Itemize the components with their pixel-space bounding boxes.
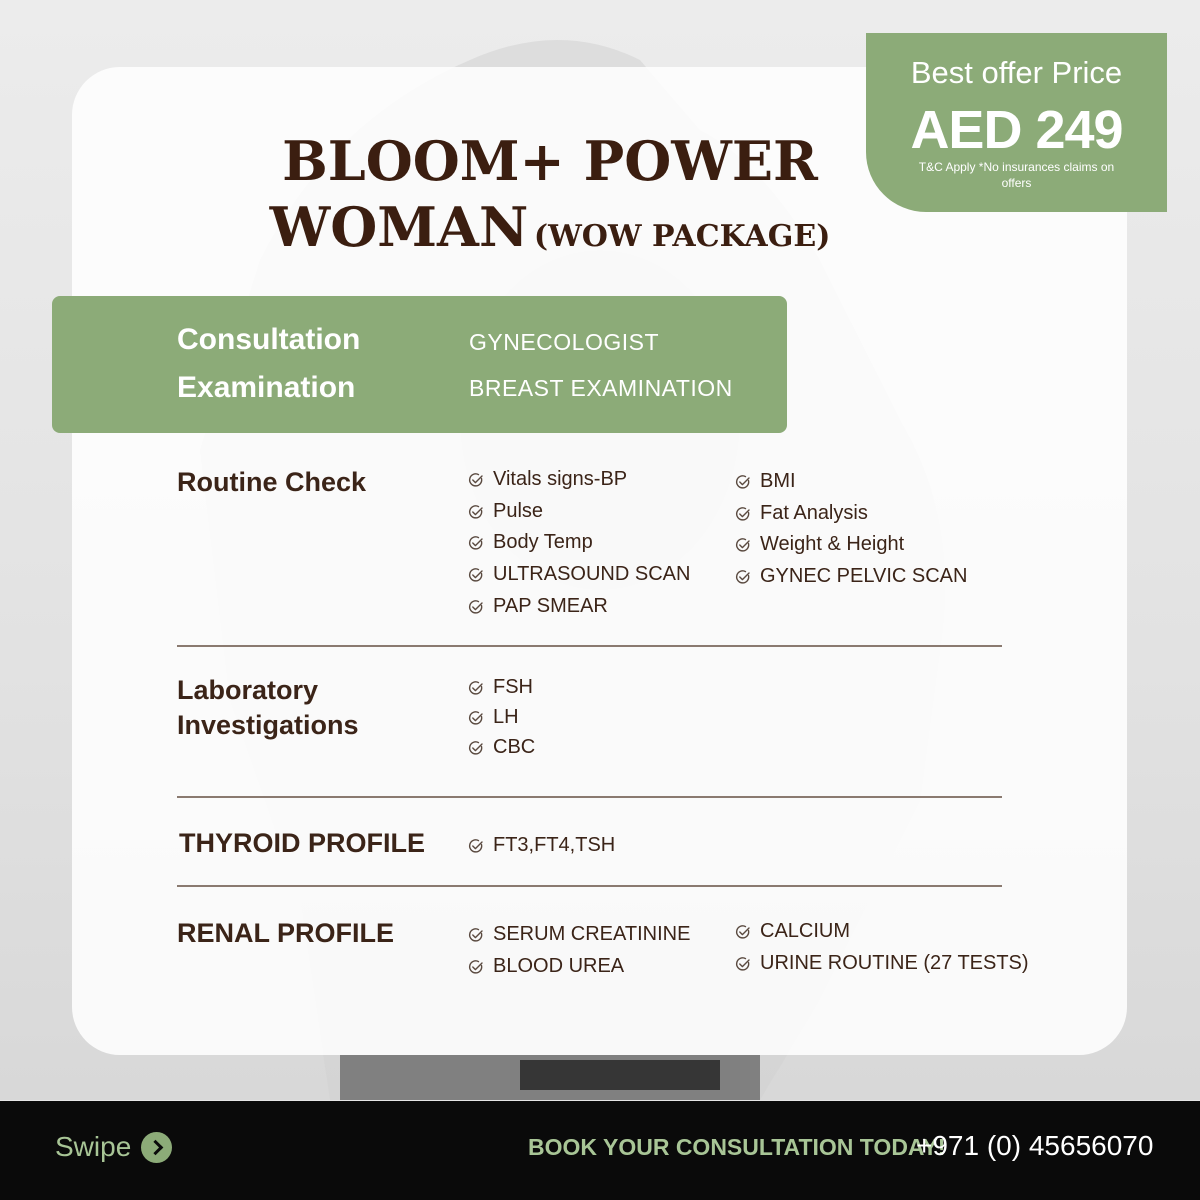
check-circle-icon xyxy=(735,956,751,972)
check-circle-icon xyxy=(468,472,484,488)
list-item: LH xyxy=(468,706,519,729)
check-circle-icon xyxy=(468,680,484,696)
list-item: PAP SMEAR xyxy=(468,595,608,618)
routine-check-label: Routine Check xyxy=(177,467,367,497)
price-terms: T&C Apply *No insurances claims on offers xyxy=(918,160,1115,190)
check-circle-icon xyxy=(468,838,484,854)
consultation-value: GYNECOLOGIST xyxy=(469,329,660,355)
title-line2: WOMAN xyxy=(269,195,529,259)
list-item: URINE ROUTINE (27 TESTS) xyxy=(735,952,1029,975)
book-consultation-cta[interactable]: BOOK YOUR CONSULTATION TODAY! xyxy=(528,1134,946,1160)
divider xyxy=(177,885,1002,887)
check-circle-icon xyxy=(468,599,484,615)
check-circle-icon xyxy=(735,924,751,940)
swipe-label: Swipe xyxy=(55,1131,132,1162)
list-item: Pulse xyxy=(468,500,543,523)
check-circle-icon xyxy=(468,504,484,520)
list-item: BMI xyxy=(735,470,796,493)
check-circle-icon xyxy=(468,710,484,726)
check-circle-icon xyxy=(735,506,751,522)
list-item: Vitals signs-BP xyxy=(468,468,627,491)
check-circle-icon xyxy=(735,474,751,490)
title-line1: BLOOM+ POWER xyxy=(282,129,818,193)
price-badge xyxy=(866,33,1167,212)
check-circle-icon xyxy=(468,535,484,551)
list-item: Fat Analysis xyxy=(735,502,868,525)
package-title xyxy=(250,128,850,274)
list-item: FT3,FT4,TSH xyxy=(468,834,615,857)
list-item: GYNEC PELVIC SCAN xyxy=(735,565,967,588)
list-item: CBC xyxy=(468,736,535,759)
swipe-button[interactable] xyxy=(55,1131,172,1163)
price-value: AED 249 xyxy=(910,100,1123,160)
check-circle-icon xyxy=(735,569,751,585)
check-circle-icon xyxy=(468,959,484,975)
check-circle-icon xyxy=(468,927,484,943)
check-circle-icon xyxy=(735,537,751,553)
footer-bar xyxy=(0,1101,1200,1200)
list-item: FSH xyxy=(468,676,533,699)
list-item: ULTRASOUND SCAN xyxy=(468,563,690,586)
phone-number[interactable]: +971 (0) 45656070 xyxy=(916,1130,1154,1161)
examination-label: Examination xyxy=(177,371,356,404)
list-item: SERUM CREATININE xyxy=(468,923,690,946)
divider xyxy=(177,796,1002,798)
examination-value: BREAST EXAMINATION xyxy=(469,375,733,401)
list-item: Body Temp xyxy=(468,531,593,554)
list-item: CALCIUM xyxy=(735,920,850,943)
check-circle-icon xyxy=(468,740,484,756)
chevron-right-circle-icon[interactable] xyxy=(141,1132,172,1163)
renal-profile-label: RENAL PROFILE xyxy=(177,918,395,948)
divider xyxy=(177,645,1002,647)
price-label: Best offer Price xyxy=(910,55,1123,90)
list-item: BLOOD UREA xyxy=(468,955,624,978)
laboratory-label: Laboratory Investigations xyxy=(177,675,359,740)
consultation-band xyxy=(52,296,787,433)
thyroid-profile-label: THYROID PROFILE xyxy=(179,828,426,858)
consultation-label: Consultation xyxy=(177,323,361,356)
check-circle-icon xyxy=(468,567,484,583)
title-suffix: (WOW PACKAGE) xyxy=(533,219,831,254)
list-item: Weight & Height xyxy=(735,533,904,556)
